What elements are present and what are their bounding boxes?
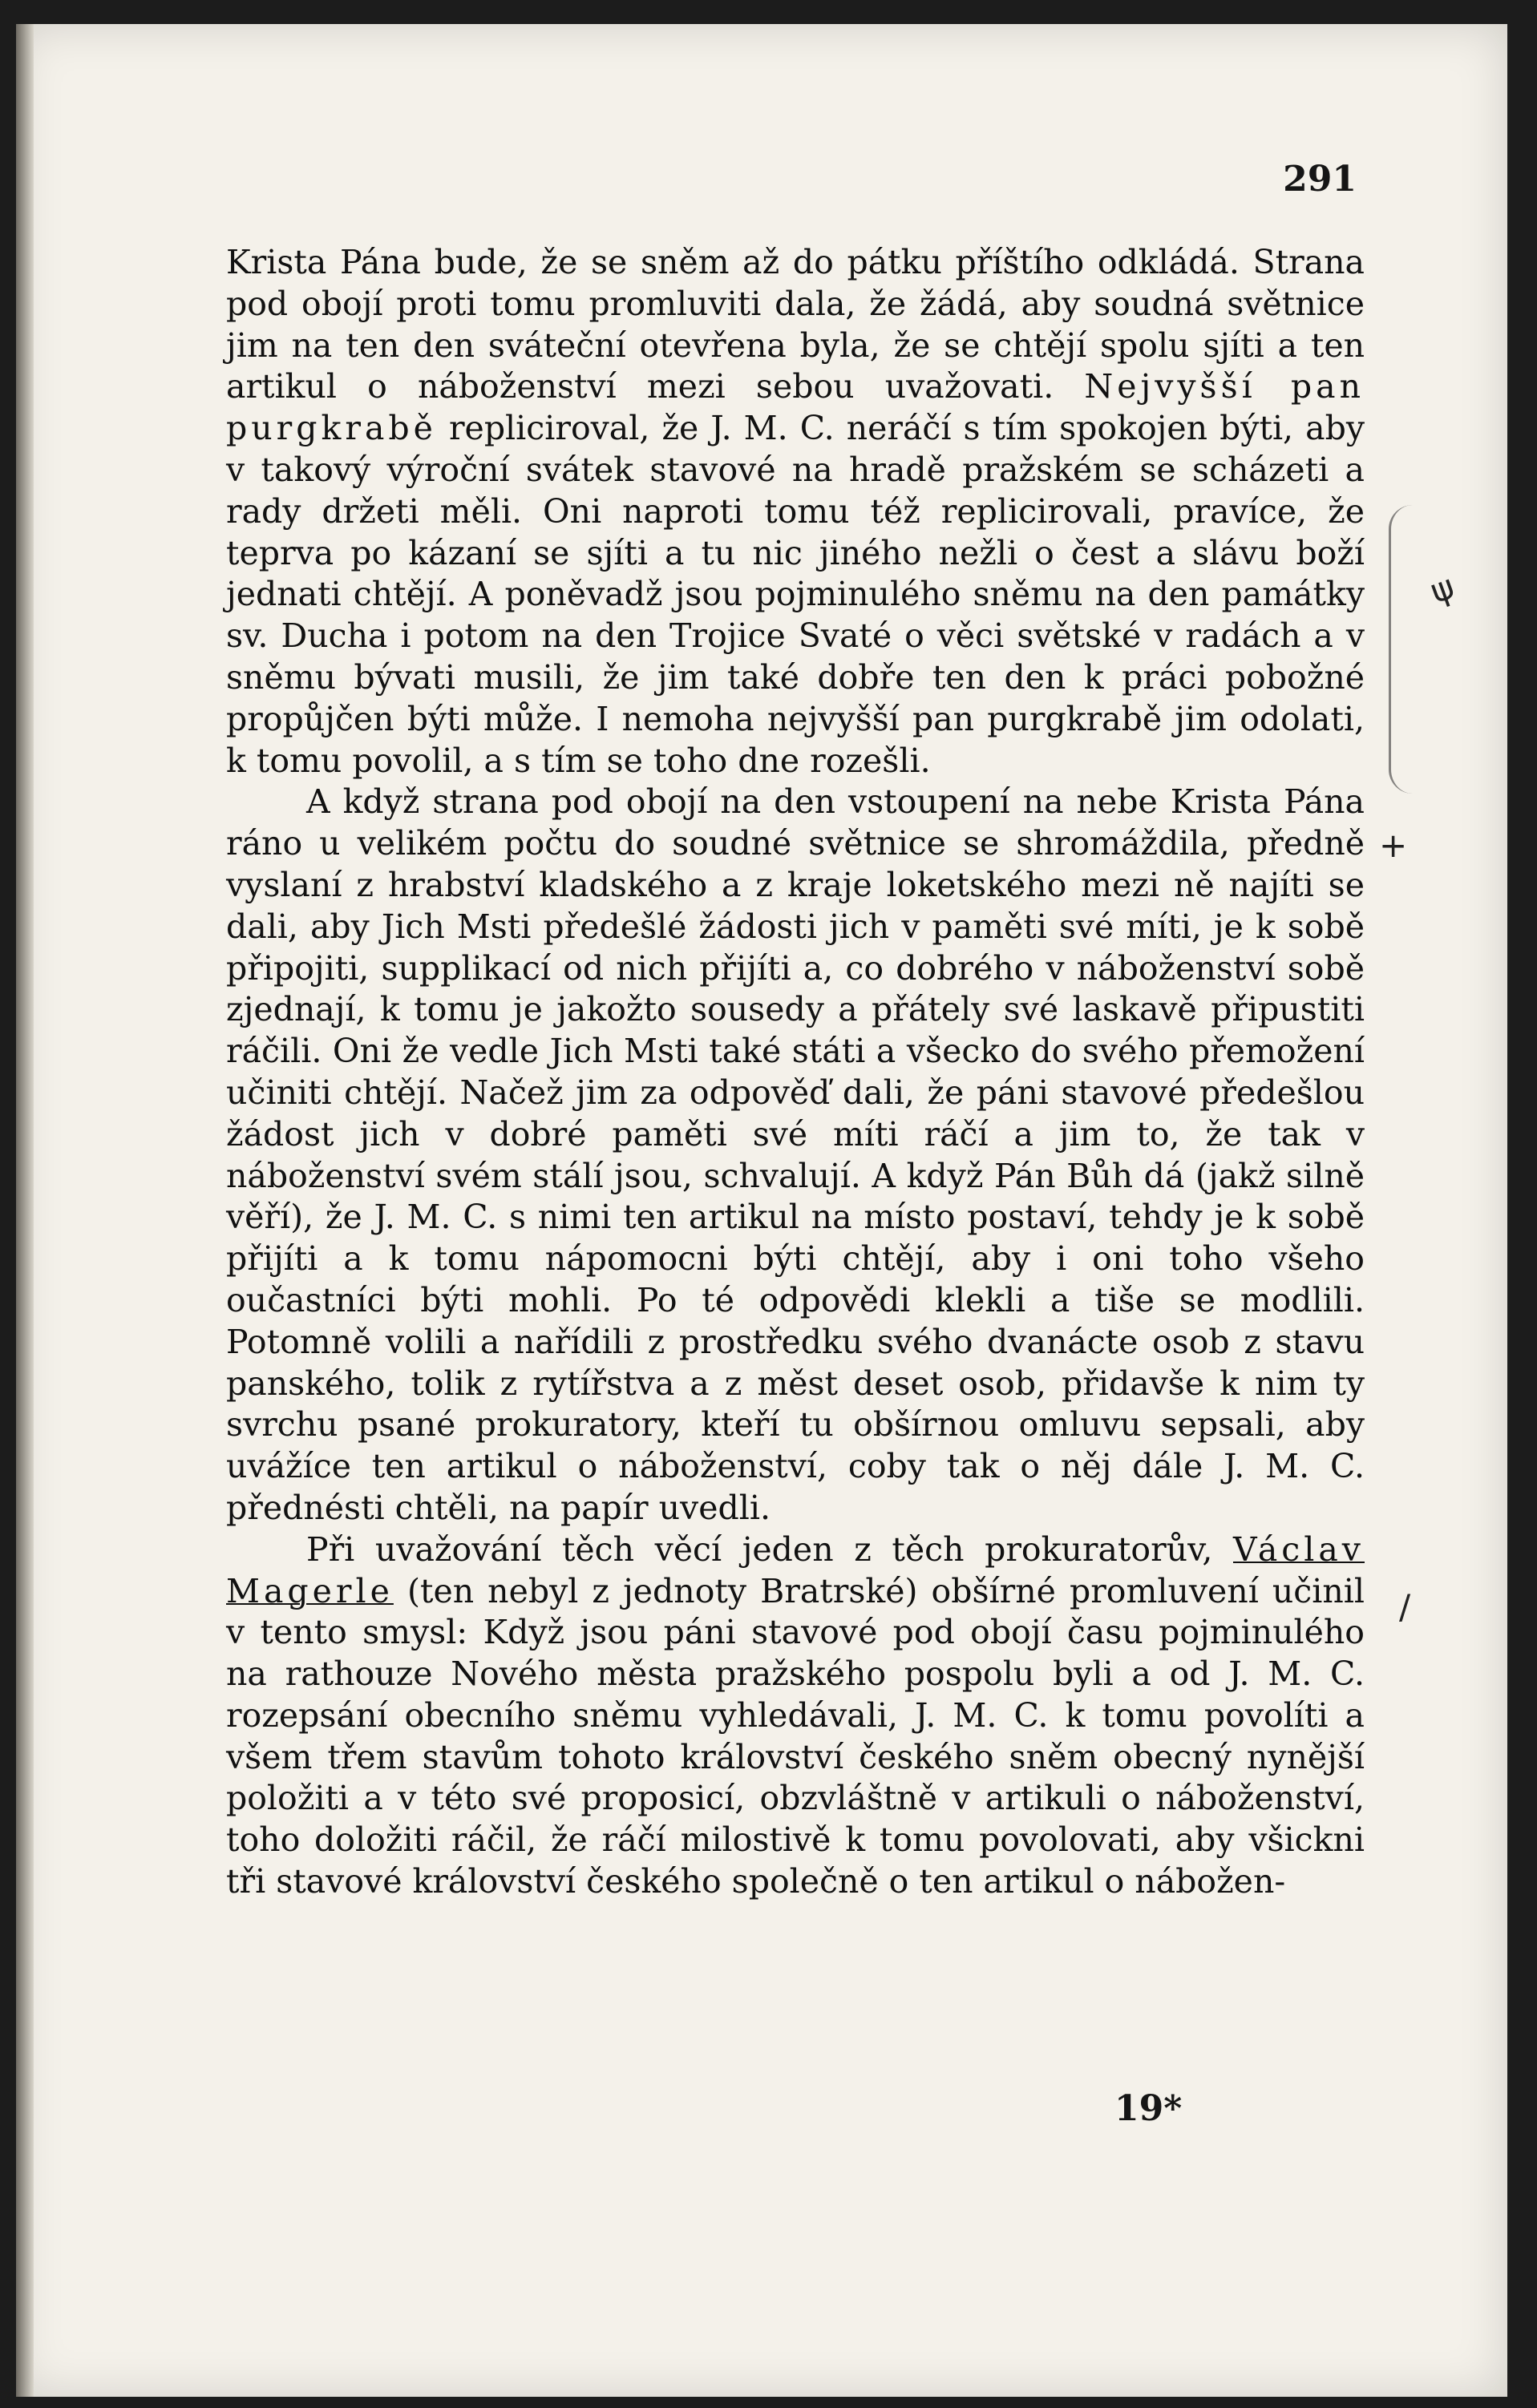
margin-note: + bbox=[1379, 826, 1408, 865]
margin-bracket-mark bbox=[1389, 505, 1423, 794]
paragraph-text: (ten nebyl z jednoty Bratrské) obšírné promluvení učinil v tento smysl: Když jsou páni stavové pod obojí času pojminulého na rathouze Nového města pražského pospolu byli a od J. M. C. rozepsání obecního sněmu vyhledávali, J. M. C. k tomu povolíti a všem třem stavům tohoto království českého sněm obecný nynější položiti a v této své proposicí, obzvláštně v artikuli o náboženství, toho doložiti ráčil, že ráčí milostivě k tomu povolovati, aby všickni tři stavové království českého společně o ten artikul o nábožen- bbox=[226, 1571, 1365, 1901]
margin-note: / bbox=[1399, 1587, 1411, 1626]
body-text bbox=[226, 242, 1365, 1903]
signature-mark: 19* bbox=[1114, 2088, 1183, 2129]
paragraph-text: A když strana pod obojí na den vstoupení na nebe Krista Pána ráno u velikém počtu do soudné světnice se shromáždila, předně vyslaní z hrabství kladského a z kraje loketského mezi ně najíti se dali, aby Jich Msti předešlé žádosti jich v paměti své míti, je k sobě připojiti, supplikací od nich přijíti a, co dobrého v náboženství sobě zjednají, k tomu je jakožto sousedy a přátely své laskavě připustiti ráčili. Oni že vedle Jich Msti také státi a všecko do svého přemožení učiniti chtějí. Načež jim za odpověď dali, že páni stavové předešlou žádost jich v dobré paměti své míti ráčí a jim to, že tak v náboženství svém stálí jsou, schvalují. A když Pán Bůh dá (jakž silně věří), že J. M. C. s nimi ten artikul na místo postaví, tehdy je k sobě přijíti a k tomu nápomocni býti chtějí, aby i oni toho všeho oučastníci býti mohli. Po té odpovědi klekli a tiše se modlili. Potomně volili a nařídili z prostředku svého dvanácte osob z stavu panského, tolik z rytířstva a z měst deset osob, přidavše k nim ty svrchu psané prokuratory, kteří tu obšírnou omluvu sepsali, aby uvážíce ten artikul o náboženství, coby tak o něj dále J. M. C. přednésti chtěli, na papír uvedli. bbox=[226, 782, 1365, 1527]
person-name: Nejvyšší pan purgkrabě bbox=[226, 367, 1365, 448]
page-binding-edge bbox=[16, 24, 34, 2397]
paragraph-text: repliciroval, že J. M. C. neráčí s tím spokojen býti, aby v takový výroční svátek stavové na hradě pražském se scházeti a rady držeti měli. Oni naproti tomu též replicirovali, pravíce, že teprva po kázaní se sjíti a tu nic jiného nežli o čest a slávu boží jednati chtějí. A poněvadž jsou pojminulého sněmu na den památky sv. Ducha i potom na den Trojice Svaté o věci světské v radách a v sněmu bývati musili, že jim také dobře ten den k práci pobožné propůjčen býti může. I nemoha nejvyšší pan purgkrabě jim odolati, k tomu povolil, a s tím se toho dne rozešli. bbox=[226, 409, 1365, 780]
page-number: 291 bbox=[1283, 159, 1357, 200]
paragraph bbox=[226, 242, 1365, 782]
margin-note: ψ bbox=[1425, 566, 1460, 612]
paragraph-text: Při uvažování těch věcí jeden z těch prokuratorův, bbox=[306, 1529, 1213, 1569]
paragraph bbox=[226, 1529, 1365, 1903]
person-name: Václav Magerle bbox=[226, 1529, 1365, 1610]
scanned-page bbox=[16, 24, 1507, 2397]
paragraph-text: Krista Pána bude, že se sněm až do pátku příštího odkládá. Strana pod obojí proti tomu promluviti dala, že žádá, aby soudná světnice jim na ten den sváteční otevřena byla, že se chtějí spolu sjíti a ten artikul o náboženství mezi sebou uvažovati. bbox=[226, 243, 1365, 406]
paragraph bbox=[226, 782, 1365, 1529]
